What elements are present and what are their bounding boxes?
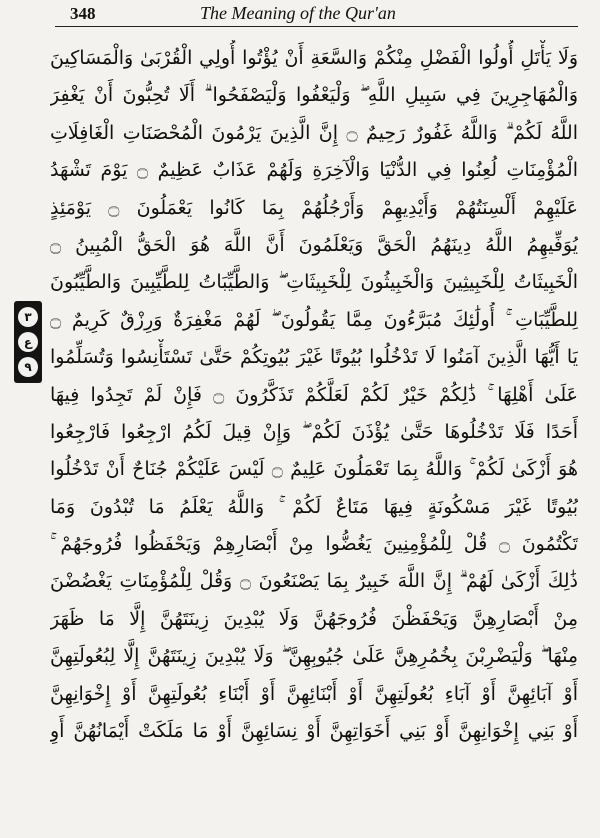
- text-line: تَكْتُمُونَ ۝ قُلْ لِلْمُؤْمِنِينَ يَغُضُّوا مِنْ أَبْصَارِهِمْ وَيَحْفَظُوا فُرُوجَهُمْ ۚ: [50, 533, 578, 556]
- text-line: لِلطَّيِّبَاتِ ۚ أُولَٰئِكَ مُبَرَّءُونَ مِمَّا يَقُولُونَ ۖ لَهُمْ مَغْفِرَةٌ وَرِزْقٌ كَرِيمٌ ۝: [50, 308, 578, 331]
- text-line: ذَٰلِكَ أَزْكَىٰ لَهُمْ ۗ إِنَّ اللَّهَ خَبِيرٌ بِمَا يَصْنَعُونَ ۝ وَقُلْ لِلْمُؤْمِنَاتِ يَغْضُضْنَ: [50, 570, 578, 593]
- ruku-marker-bottom: ٩: [18, 357, 38, 377]
- ruku-marker-middle: ع: [18, 332, 38, 352]
- ruku-marker-top: ٣: [18, 307, 38, 327]
- text-line: مِنْهَا ۖ وَلْيَضْرِبْنَ بِخُمُرِهِنَّ عَلَىٰ جُيُوبِهِنَّ ۖ وَلَا يُبْدِينَ زِينَتَهُنَّ إِلَّا لِبُعُولَتِهِنَّ: [50, 645, 578, 668]
- text-line: عَلَىٰ أَهْلِهَا ۚ ذَٰلِكُمْ خَيْرٌ لَكُمْ لَعَلَّكُمْ تَذَكَّرُونَ ۝ فَإِنْ لَمْ تَجِدُوا فِيهَا: [50, 383, 578, 406]
- text-line: عَلَيْهِمْ أَلْسِنَتُهُمْ وَأَيْدِيهِمْ وَأَرْجُلُهُمْ بِمَا كَانُوا يَعْمَلُونَ ۝ يَوْمَئِذٍ: [50, 196, 578, 219]
- text-line: أَوْ آبَائِهِنَّ أَوْ آبَاءِ بُعُولَتِهِنَّ أَوْ أَبْنَائِهِنَّ أَوْ أَبْنَاءِ بُعُولَتِهِنَّ أَوْ إِخْوَانِهِنَّ: [50, 682, 578, 705]
- text-line: وَالْمُهَاجِرِينَ فِي سَبِيلِ اللَّهِ ۖ وَلْيَعْفُوا وَلْيَصْفَحُوا ۗ أَلَا تُحِبُّونَ أَنْ يَغْفِرَ: [50, 84, 578, 107]
- header-rule: [55, 26, 578, 27]
- text-line: وَلَا يَأْتَلِ أُولُوا الْفَضْلِ مِنْكُمْ وَالسَّعَةِ أَنْ يُؤْتُوا أُولِي الْقُرْبَىٰ وَالْمَسَاكِينَ: [50, 47, 578, 69]
- arabic-text-block: [50, 40, 578, 822]
- text-line: الْخَبِيثَاتُ لِلْخَبِيثِينَ وَالْخَبِيثُونَ لِلْخَبِيثَاتِ ۖ وَالطَّيِّبَاتُ لِلطَّيِّبِينَ وَالطَّيِّبُونَ: [50, 271, 578, 294]
- text-line: يُوَفِّيهِمُ اللَّهُ دِينَهُمُ الْحَقَّ وَيَعْلَمُونَ أَنَّ اللَّهَ هُوَ الْحَقُّ الْمُبِينُ ۝: [50, 233, 578, 256]
- text-line: مِنْ أَبْصَارِهِنَّ وَيَحْفَظْنَ فُرُوجَهُنَّ وَلَا يُبْدِينَ زِينَتَهُنَّ إِلَّا مَا ظَهَرَ: [50, 607, 578, 630]
- text-line: الْمُؤْمِنَاتِ لُعِنُوا فِي الدُّنْيَا وَالْآخِرَةِ وَلَهُمْ عَذَابٌ عَظِيمٌ ۝ يَوْمَ تَشْهَدُ: [50, 159, 578, 182]
- page-number: 348: [70, 4, 96, 23]
- text-line: يَا أَيُّهَا الَّذِينَ آمَنُوا لَا تَدْخُلُوا بُيُوتًا غَيْرَ بُيُوتِكُمْ حَتَّىٰ تَسْتَأْنِسُوا وَتُسَلِّمُوا: [50, 346, 578, 369]
- text-line: بُيُوتًا غَيْرَ مَسْكُونَةٍ فِيهَا مَتَاعٌ لَكُمْ ۚ وَاللَّهُ يَعْلَمُ مَا تُبْدُونَ وَمَا: [50, 495, 578, 518]
- running-title: The Meaning of the Qur'an: [200, 3, 396, 23]
- text-line: اللَّهُ لَكُمْ ۗ وَاللَّهُ غَفُورٌ رَحِيمٌ ۝ إِنَّ الَّذِينَ يَرْمُونَ الْمُحْصَنَاتِ الْغَافِلَاتِ: [50, 121, 578, 144]
- text-line: هُوَ أَزْكَىٰ لَكُمْ ۚ وَاللَّهُ بِمَا تَعْمَلُونَ عَلِيمٌ ۝ لَيْسَ عَلَيْكُمْ جُنَاحٌ أَنْ تَدْخُلُوا: [50, 458, 578, 481]
- ruku-marker: [14, 301, 42, 383]
- text-line: أَوْ بَنِي إِخْوَانِهِنَّ أَوْ بَنِي أَخَوَاتِهِنَّ أَوْ نِسَائِهِنَّ أَوْ مَا مَلَكَتْ أَيْمَانُهُنَّ أَوِ: [50, 720, 578, 743]
- text-line: أَحَدًا فَلَا تَدْخُلُوهَا حَتَّىٰ يُؤْذَنَ لَكُمْ ۖ وَإِنْ قِيلَ لَكُمُ ارْجِعُوا فَارْجِعُوا: [50, 420, 578, 443]
